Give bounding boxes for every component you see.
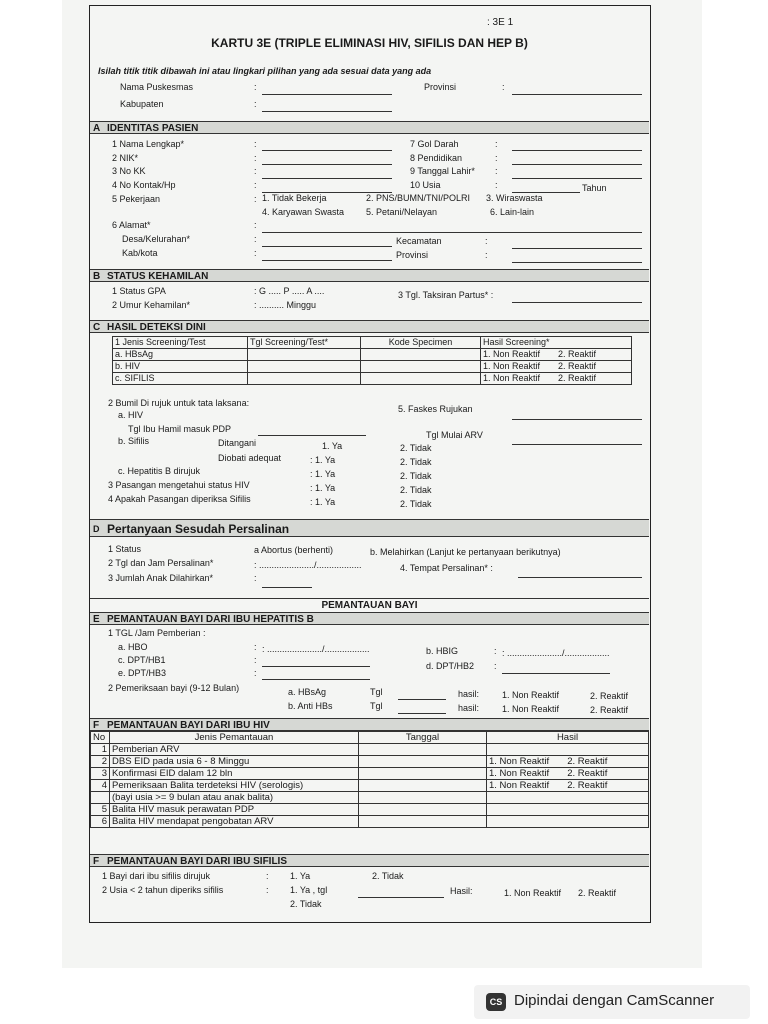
kontak-label: 4 No Kontak/Hp [112,180,176,191]
pekerjaan-opt-5[interactable]: 5. Petani/Nelayan [366,207,438,217]
table-row: 3 Konfirmasi EID dalam 12 bln 1. Non Reaktif 2. Reaktif [91,768,649,780]
antihbs-label: b. Anti HBs [288,701,333,711]
colon: : [254,99,257,109]
dirujuk-ya[interactable]: 1. Ya [290,871,311,881]
hepb-ya[interactable]: : 1. Ya [310,469,336,479]
gpa-value[interactable]: : G ..... P ..... A .... [254,286,325,296]
sifilis-label: b. Sifilis [118,436,150,446]
camscanner-logo-icon: CS [486,993,506,1011]
dpt1-field[interactable] [262,665,370,667]
nama-label: 1 Nama Lengkap* [112,139,185,149]
identity-right-list [410,138,475,193]
hbsag-reaktif[interactable]: 2. Reaktif [590,691,629,701]
hbo-field[interactable]: : ....................../.................. [262,644,370,654]
dpt1-label: c. DPT/HB1 [118,655,166,665]
table-header-row [113,337,632,349]
melahirkan-option[interactable]: b. Melahirkan (Lanjut ke pertanyaan berikutnya) [370,547,561,557]
diobati-tidak[interactable]: 2. Tidak [400,457,432,467]
col-hasil: Hasil Screening* [481,337,632,349]
usia-diperiksa-label: 2 Usia < 2 tahun diperiks sifilis [102,885,224,895]
tempat-label: 4. Tempat Persalinan* : [400,563,493,573]
alamat-label: 6 Alamat* [112,220,151,230]
goldarah-label: 7 Gol Darah [410,139,459,149]
faskes-label: 5. Faskes Rujukan [398,404,473,414]
camscanner-text: Dipindai dengan CamScanner [514,992,715,1009]
col-jenis: 1 Jenis Screening/Test [113,337,248,349]
form-title: KARTU 3E (TRIPLE ELIMINASI HIV, SIFILIS DAN HEP B) [211,36,528,50]
tgl-pdp-field[interactable] [258,434,366,436]
goldarah-field[interactable] [512,149,642,151]
desa-label: Desa/Kelurahan* [122,234,191,244]
table-row: 4 Pemeriksaan Balita terdeteksi HIV (serologis) 1. Non Reaktif 2. Reaktif [91,780,649,792]
screening-table [112,336,632,385]
section-f-header: F PEMANTAUAN BAYI DARI IBU HIV [90,718,649,731]
kecamatan-field[interactable] [512,247,642,249]
taksiran-field[interactable] [512,301,642,303]
hbsag-nonreaktif[interactable]: 1. Non Reaktif [502,690,560,700]
pendidikan-label: 8 Pendidikan [410,152,463,163]
antihbs-nonreaktif[interactable]: 1. Non Reaktif [502,704,560,714]
camscanner-badge [474,985,750,1019]
table-row: 6 Balita HIV mendapat pengobatan ARV [91,816,649,828]
bayi-dirujuk-label: 1 Bayi dari ibu sifilis dirujuk [102,871,211,881]
col-tgl: Tgl Screening/Test* [248,337,361,349]
ditangani-tidak[interactable]: 2. Tidak [400,443,432,453]
sifilis-reaktif[interactable]: 2. Reaktif [578,888,617,898]
section-a-header [90,121,649,134]
colon: : [502,82,505,92]
tgl-persalinan-label: 2 Tgl dan Jam Persalinan* [108,558,214,568]
diperiksa-tgl-field[interactable] [358,896,444,898]
provinsi-field[interactable] [512,93,642,95]
pemantauan-bayi-heading: PEMANTAUAN BAYI [90,598,649,613]
hepb-label: c. Hepatitis B dirujuk [118,466,201,476]
form-instruction: Isilah titik titik dibawah ini atau lingkari pilihan yang ada sesuai data yang ada [98,66,432,76]
tgl-persalinan-field[interactable]: : ....................../.................. [254,560,362,570]
alamat-field[interactable] [262,231,642,233]
diperiksa-ya[interactable]: 1. Ya , tgl [290,885,328,895]
taksiran-label: 3 Tgl. Taksiran Partus* : [398,290,494,300]
pasangan-periksa-ya[interactable]: : 1. Ya [310,497,336,507]
form-code: : 3E 1 [487,17,514,28]
pemeriksaan-bayi-label: 2 Pemeriksaan bayi (9-12 Bulan) [108,683,240,693]
pasangan-status-tidak[interactable]: 2. Tidak [400,485,432,495]
tgllahir-field[interactable] [512,177,642,179]
table-row: b. HIV 1. Non Reaktif 2. Reaktif [113,361,632,373]
dpt3-field[interactable] [262,678,370,680]
tahun-label: Tahun [582,183,607,193]
pasangan-periksa-tidak[interactable]: 2. Tidak [400,499,432,509]
section-d-header: D Pertanyaan Sesudah Persalinan [90,519,649,537]
hbsag-label: a. HBsAg [288,687,327,697]
abortus-option[interactable]: a Abortus (berhenti) [254,545,334,555]
kartu-3e-form: : 3E 1 KARTU 3E (TRIPLE ELIMINASI HIV, SIFILIS DAN HEP B) Isilah titik titik dibawah ini atau lingkari pilihan yang ada sesuai data yang ada Nama Puskesmas : Provinsi : Kabupaten : A IDENTITAS PASIEN 1 Nama Lengkap* 2 NIK* 3 No KK 4 No Kontak/Hp 5 Pekerjaan : : : : : 7 Gol Darah 8 Pendidikan 9 Tanggal Lahir* 10 Usia : : : : Tahun 1. Tidak Bekerja 2. PNS/BUMN/TNI/POLRI 3. Wiraswasta 4. Karyawan Swasta 5. Petani/Nelayan 6. Lain-lain 6 Alamat* : Desa/Kelurahan* : Kecamatan : Kab/kota : Provinsi : B STATUS KEHAMILAN 1 Status GPA : G ..... P ..... A .... 2 Umur Kehamilan* : .......... Minggu 3 Tgl. Taksiran Partus* : C HASIL DETEKSI DINI 1 Jenis Screening/Test Tgl Screening/Test* Kode Specimen Hasil Screening* a. HBsAg 1. Non Reaktif 2. Reaktif b. HIV 1. Non Reaktif 2. Reaktif c. SIFILIS 1. Non Reaktif 2. Reaktif 2 Bumil Di rujuk untuk tata laksana: a. HIV 5. Faskes Rujukan Tgl Ibu Hamil masuk PDP Tgl Mulai ARV b. Sifilis Ditangani 1. Ya 2. Tidak Diobati adequat : 1. Ya 2. Tidak c. Hepatitis B dirujuk : 1. Ya 2. Tidak 3 Pasangan mengetahui status HIV : 1. Ya 2. Tidak 4 Apakah Pasangan diperiksa Sifilis : 1. Ya 2. Tidak D Pertanyaan Sesudah Persalinan 1 Status a Abortus (berhenti) b. Melahirkan (Lanjut ke pertanyaan berikutnya) 2 Tgl dan Jam Persalinan* : ....................../.................. 4. Tempat Persalinan* : 3 Jumlah Anak Dilahirkan* : PEMANTAUAN BAYI E PEMANTAUAN BAYI DARI IBU HEPATITIS B 1 TGL /Jam Pemberian : a. HBO : : ....................../.................. c. DPT/HB1 : e. DPT/HB3 : b. HBIG : : ....................../.................. d. DPT/HB2 : 2 Pemeriksaan bayi (9-12 Bulan) a. HBsAg Tgl hasil: 1. Non Reaktif 2. Reaktif b. Anti HBs Tgl hasil: 1. Non Reaktif 2. Reaktif F PEMANTAUAN BAYI DARI IBU HIV No Jenis Pemantauan Tanggal Hasil 1 Pemberian ARV 2 DBS EID pada usia 6 - 8 Minggu 1. Non Reaktif 2. Reaktif 3 Konfirmasi EID dalam 12 bln 1. Non Reaktif 2. Reaktif 4 Pemeriksaan Balita terdeteksi HIV (serologis) 1. Non Reaktif 2. Reaktif (bayi usia >= 9 bulan atau anak balita) 5 Balita HIV masuk perawatan PDP 6 Balita HIV mendapat pengobatan ARV F PEMANTAUAN BAYI DARI IBU SIFILIS 1 Bayi dari ibu sifilis dirujuk : 1. Ya 2. Tidak 2 Usia < 2 tahun diperiks sifilis : 1. Ya , tgl Hasil: 1. Non Reaktif 2. Reaktif 2. Tidak [89,5,651,923]
desa-field[interactable] [262,245,392,247]
diobati-label: Diobati adequat [218,453,282,463]
table-row: 1 Pemberian ARV [91,744,649,756]
section-b-header: B STATUS KEHAMILAN [90,269,649,282]
pekerjaan-opt-2[interactable]: 2. PNS/BUMN/TNI/POLRI [366,193,471,203]
umur-value[interactable]: : .......... Minggu [254,300,317,310]
usia-label: 10 Usia [410,180,441,191]
gpa-label: 1 Status GPA [112,286,166,296]
provinsi-a-label: Provinsi [396,250,429,260]
pasangan-status-label: 3 Pasangan mengetahui status HIV [108,480,250,490]
jumlah-label: 3 Jumlah Anak Dilahirkan* [108,573,214,583]
identity-left-list [112,138,184,207]
pasangan-periksa-label: 4 Apakah Pasangan diperiksa Sifilis [108,494,251,504]
hepb-tidak[interactable]: 2. Tidak [400,471,432,481]
pekerjaan-opt-6[interactable]: 6. Lain-lain [490,207,535,217]
table-header-row: No Jenis Pemantauan Tanggal Hasil [91,732,649,744]
pekerjaan-label: 5 Pekerjaan [112,193,161,204]
tgl-arv-field[interactable] [512,443,642,445]
ditangani-label: Ditangani [218,438,257,448]
table-row: a. HBsAg 1. Non Reaktif 2. Reaktif [113,349,632,361]
section-title: IDENTITAS PASIEN [107,123,199,134]
provinsi-a-field[interactable] [512,261,642,263]
hbsag-tgl-field[interactable] [398,698,446,700]
puskesmas-label: Nama Puskesmas [120,82,194,92]
pasangan-status-ya[interactable]: : 1. Ya [310,483,336,493]
nik-label: 2 NIK* [112,152,139,163]
diperiksa-tidak[interactable]: 2. Tidak [290,899,322,909]
table-row: 5 Balita HIV masuk perawatan PDP [91,804,649,816]
dpt3-label: e. DPT/HB3 [118,668,167,678]
kabupaten-label: Kabupaten [120,99,164,109]
faskes-field[interactable] [512,418,642,420]
hbig-label: b. HBIG [426,646,459,656]
tgllahir-label: 9 Tanggal Lahir* [410,166,475,177]
dpt2-field[interactable] [502,672,610,674]
pendidikan-field[interactable] [512,163,642,165]
col-kode: Kode Specimen [361,337,481,349]
nik-field[interactable] [262,163,392,165]
dpt2-label: d. DPT/HB2 [426,661,475,671]
colon: : [254,82,257,92]
hbig-field[interactable]: : ....................../.................. [502,648,610,658]
hbo-label: a. HBO [118,642,148,652]
umur-label: 2 Umur Kehamilan* [112,300,191,310]
table-row: (bayi usia >= 9 bulan atau anak balita) [91,792,649,804]
pekerjaan-opt-1[interactable]: 1. Tidak Bekerja [262,193,327,203]
identity-right-colons: : : : : [495,139,498,191]
kab-label: Kab/kota [122,248,158,258]
kecamatan-label: Kecamatan [396,236,442,246]
nokk-label: 3 No KK [112,166,146,177]
diobati-ya[interactable]: : 1. Ya [310,455,336,465]
antihbs-tgl-field[interactable] [398,712,446,714]
tgl-pemberian-label: 1 TGL /Jam Pemberian : [108,628,206,638]
jumlah-field[interactable] [262,586,312,588]
tgl-arv-label: Tgl Mulai ARV [426,430,483,440]
kab-field[interactable] [262,259,392,261]
status-label: 1 Status [108,544,142,554]
ditangani-ya[interactable]: 1. Ya [322,441,343,451]
puskesmas-field[interactable] [262,93,392,95]
hiv-label: a. HIV [118,410,144,420]
pekerjaan-opt-4[interactable]: 4. Karyawan Swasta [262,207,345,217]
rujuk-label: 2 Bumil Di rujuk untuk tata laksana: [108,398,250,408]
kabupaten-field[interactable] [262,110,392,112]
section-f-sifilis-header: F PEMANTAUAN BAYI DARI IBU SIFILIS [90,854,649,867]
tgl-pdp-label: Tgl Ibu Hamil masuk PDP [128,424,232,434]
provinsi-label: Provinsi [424,82,457,92]
section-c-header: C HASIL DETEKSI DINI [90,320,649,333]
hiv-monitoring-table [90,731,649,828]
antihbs-reaktif[interactable]: 2. Reaktif [590,705,629,715]
pekerjaan-opt-3[interactable]: 3. Wiraswasta [486,193,543,203]
sifilis-nonreaktif[interactable]: 1. Non Reaktif [504,888,562,898]
nama-field[interactable] [262,149,392,151]
table-row: 2 DBS EID pada usia 6 - 8 Minggu 1. Non Reaktif 2. Reaktif [91,756,649,768]
dirujuk-tidak[interactable]: 2. Tidak [372,871,404,881]
section-letter: A [93,123,101,134]
nokk-field[interactable] [262,177,392,179]
table-row: c. SIFILIS 1. Non Reaktif 2. Reaktif [113,373,632,385]
tempat-field[interactable] [518,576,642,578]
section-e-header: E PEMANTAUAN BAYI DARI IBU HEPATITIS B [90,612,649,625]
identity-left-colons: : : : : : [254,139,257,204]
